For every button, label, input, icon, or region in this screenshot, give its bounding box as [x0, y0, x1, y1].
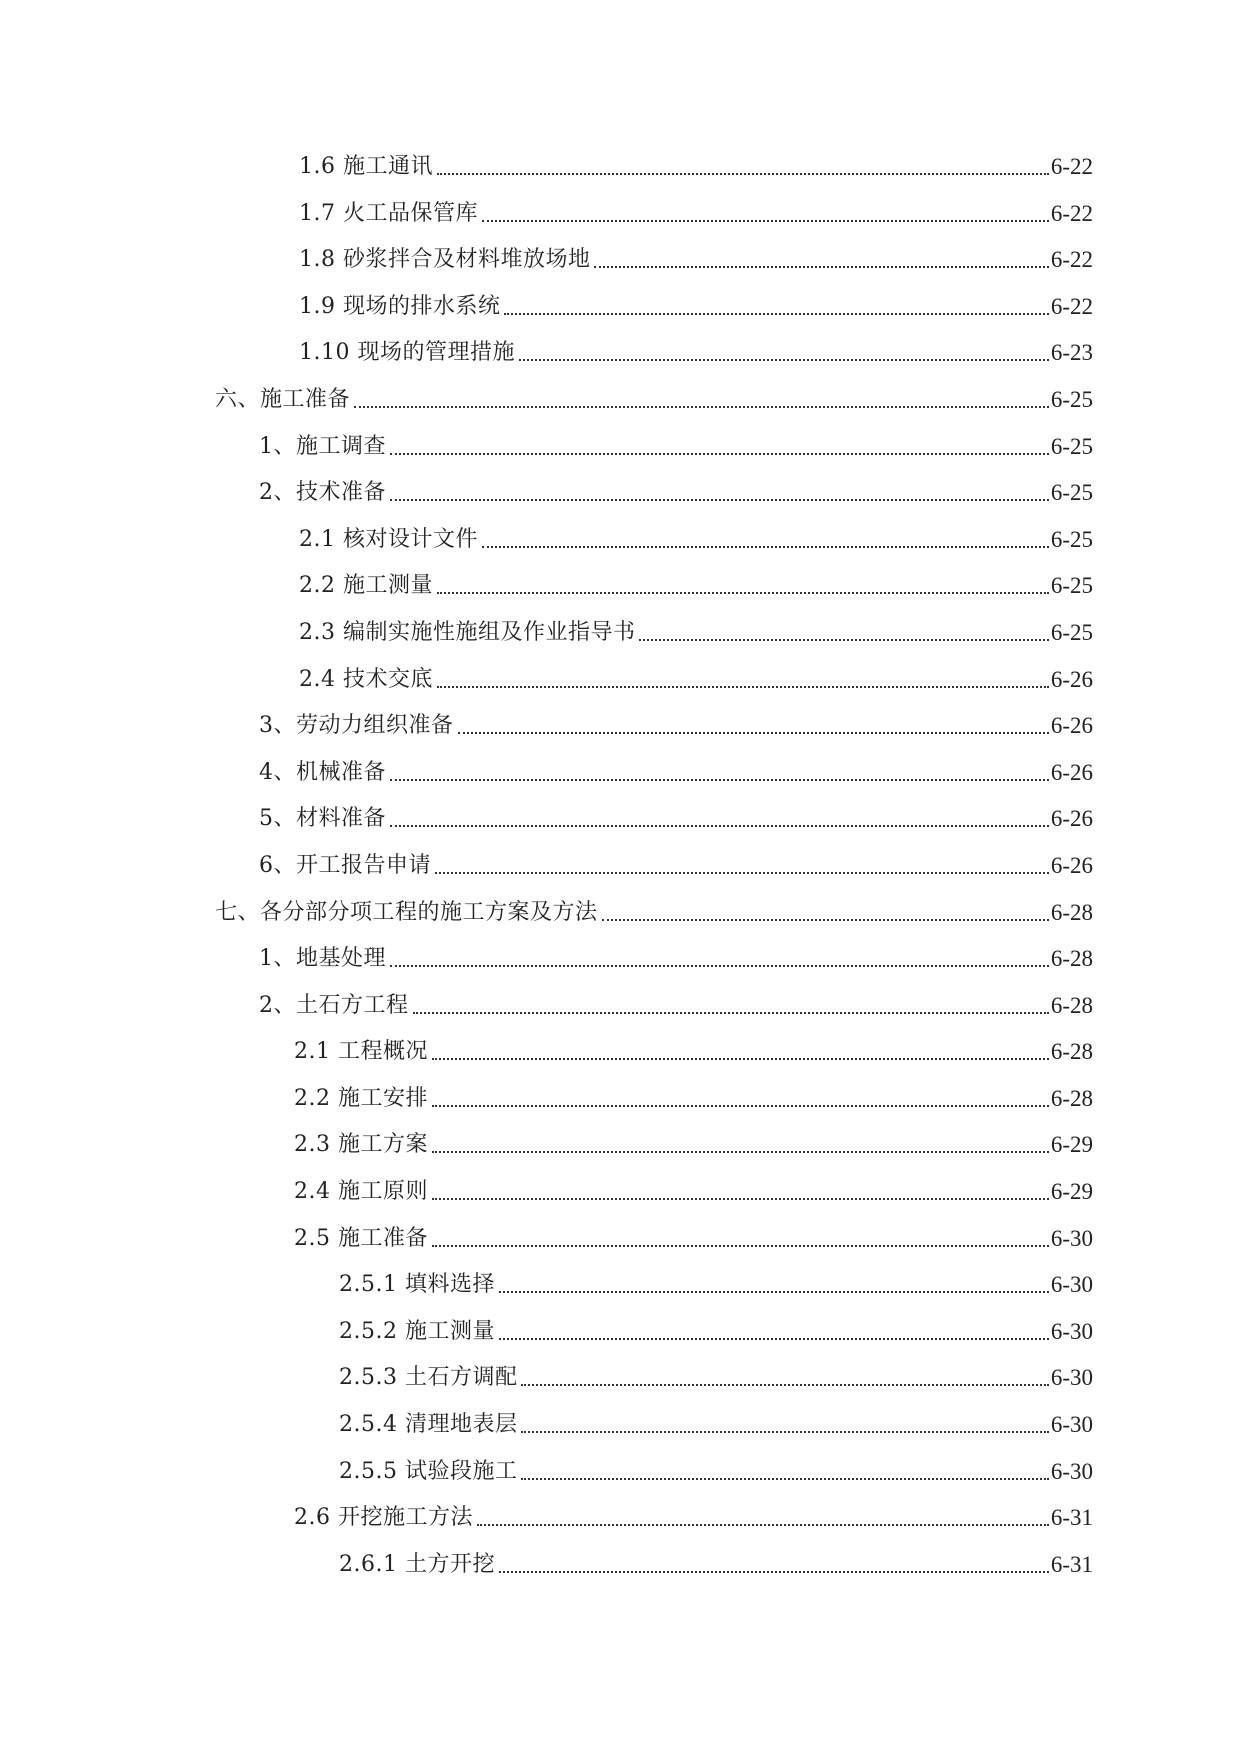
toc-dot-leader: [413, 991, 1049, 1021]
toc-entry-page-number: 6-26: [1050, 806, 1093, 832]
toc-dot-leader: [477, 1503, 1049, 1533]
toc-entry-page-number: 6-25: [1050, 573, 1093, 599]
toc-entry-title: 2.6 开挖施工方法: [294, 1505, 473, 1531]
toc-entry-title: 1、施工调查: [259, 433, 386, 459]
toc-entry-title: 1、地基处理: [259, 946, 386, 972]
toc-entry-page-number: 6-25: [1050, 619, 1093, 645]
toc-dot-leader: [482, 525, 1049, 555]
toc-dot-leader: [519, 338, 1049, 368]
toc-entry-title: 2、土石方工程: [259, 992, 409, 1018]
toc-dot-leader: [432, 1224, 1049, 1254]
toc-entry[interactable]: [0, 1224, 1241, 1271]
table-of-contents: [0, 152, 1241, 1596]
toc-dot-leader: [432, 1130, 1049, 1160]
toc-entry-page-number: 6-30: [1050, 1225, 1093, 1251]
toc-entry-page-number: 6-26: [1050, 759, 1093, 785]
toc-entry-page-number: 6-29: [1050, 1132, 1093, 1158]
toc-dot-leader: [390, 804, 1049, 834]
toc-dot-leader: [521, 1410, 1048, 1440]
toc-entry-page-number: 6-26: [1050, 852, 1093, 878]
toc-dot-leader: [521, 1457, 1048, 1487]
toc-entry[interactable]: [0, 1037, 1241, 1084]
toc-entry[interactable]: [0, 292, 1241, 339]
toc-dot-leader: [390, 432, 1049, 462]
toc-entry[interactable]: [0, 851, 1241, 898]
toc-entry-page-number: 6-29: [1050, 1179, 1093, 1205]
toc-entry-page-number: 6-25: [1050, 526, 1093, 552]
toc-dot-leader: [504, 292, 1048, 322]
toc-entry-title: 1.7 火工品保管库: [299, 200, 478, 226]
toc-entry-title: 1.6 施工通讯: [299, 154, 433, 179]
toc-entry-page-number: 6-22: [1050, 293, 1093, 319]
toc-dot-leader: [435, 851, 1049, 881]
toc-entry-title: 2.6.1 土方开挖: [339, 1551, 495, 1577]
toc-dot-leader: [437, 571, 1049, 601]
toc-entry[interactable]: [0, 245, 1241, 292]
toc-entry-page-number: 6-22: [1050, 200, 1093, 226]
toc-dot-leader: [594, 245, 1048, 275]
toc-dot-leader: [390, 478, 1049, 508]
toc-entry-title: 6、开工报告申请: [259, 852, 431, 878]
toc-entry-page-number: 6-30: [1050, 1365, 1093, 1391]
toc-entry-title: 2.3 施工方案: [294, 1132, 428, 1158]
toc-entry-title: 2.1 工程概况: [294, 1039, 428, 1065]
toc-dot-leader: [639, 618, 1048, 648]
toc-entry[interactable]: [0, 758, 1241, 805]
toc-entry-title: 2.5.2 施工测量: [339, 1318, 495, 1344]
toc-entry-title: 2.5.5 试验段施工: [339, 1458, 518, 1484]
toc-entry-page-number: 6-26: [1050, 666, 1093, 692]
toc-entry-page-number: 6-28: [1050, 946, 1093, 972]
toc-entry-title: 六、施工准备: [215, 386, 351, 412]
toc-entry-page-number: 6-31: [1050, 1551, 1093, 1577]
toc-entry[interactable]: [0, 478, 1241, 525]
toc-dot-leader: [432, 1177, 1049, 1207]
toc-entry-title: 2.5 施工准备: [294, 1225, 428, 1251]
toc-entry[interactable]: [0, 944, 1241, 991]
toc-dot-leader: [432, 1084, 1049, 1114]
toc-entry-page-number: 6-28: [1050, 992, 1093, 1018]
toc-entry-title: 2.4 施工原则: [294, 1179, 428, 1205]
toc-entry[interactable]: [0, 1457, 1241, 1504]
toc-entry-page-number: 6-30: [1050, 1458, 1093, 1484]
toc-entry[interactable]: [0, 711, 1241, 758]
toc-entry-page-number: 6-22: [1050, 154, 1093, 179]
toc-dot-leader: [437, 152, 1049, 182]
toc-dot-leader: [499, 1270, 1049, 1300]
toc-entry[interactable]: [0, 525, 1241, 572]
toc-dot-leader: [482, 199, 1049, 229]
toc-dot-leader: [499, 1317, 1049, 1347]
toc-entry-page-number: 6-25: [1050, 433, 1093, 459]
toc-entry[interactable]: [0, 152, 1241, 199]
toc-entry-page-number: 6-28: [1050, 899, 1093, 925]
toc-entry[interactable]: [0, 1177, 1241, 1224]
toc-entry[interactable]: [0, 618, 1241, 665]
toc-entry[interactable]: [0, 1410, 1241, 1457]
toc-entry[interactable]: [0, 199, 1241, 246]
toc-entry-title: 2.5.4 清理地表层: [339, 1412, 518, 1438]
toc-dot-leader: [458, 711, 1049, 741]
toc-entry-title: 2.3 编制实施性施组及作业指导书: [299, 619, 636, 645]
toc-entry[interactable]: [0, 1317, 1241, 1364]
toc-entry-page-number: 6-28: [1050, 1039, 1093, 1065]
toc-entry-page-number: 6-25: [1050, 386, 1093, 412]
toc-entry-title: 3、劳动力组织准备: [259, 713, 454, 739]
toc-dot-leader: [437, 665, 1049, 695]
toc-entry-title: 2.5.3 土石方调配: [339, 1365, 518, 1391]
toc-dot-leader: [499, 1550, 1049, 1580]
toc-entry[interactable]: [0, 1363, 1241, 1410]
toc-entry-page-number: 6-30: [1050, 1272, 1093, 1298]
toc-entry-title: 1.10 现场的管理措施: [299, 340, 515, 366]
toc-entry-title: 2、技术准备: [259, 480, 386, 506]
toc-entry[interactable]: [0, 898, 1241, 945]
toc-dot-leader: [521, 1363, 1048, 1393]
toc-entry[interactable]: [0, 1084, 1241, 1131]
toc-entry-title: 2.5.1 填料选择: [339, 1272, 495, 1298]
toc-entry-page-number: 6-22: [1050, 247, 1093, 273]
toc-entry[interactable]: [0, 1503, 1241, 1550]
toc-entry-page-number: 6-30: [1050, 1412, 1093, 1438]
toc-entry-title: 2.4 技术交底: [299, 666, 433, 692]
toc-entry-title: 1.9 现场的排水系统: [299, 293, 501, 319]
toc-entry-title: 2.1 核对设计文件: [299, 526, 478, 552]
toc-dot-leader: [602, 898, 1049, 928]
toc-entry[interactable]: [0, 804, 1241, 851]
toc-dot-leader: [390, 944, 1049, 974]
toc-entry[interactable]: [0, 338, 1241, 385]
toc-entry[interactable]: [0, 1550, 1241, 1597]
toc-entry[interactable]: [0, 665, 1241, 712]
toc-entry-title: 2.2 施工安排: [294, 1085, 428, 1111]
toc-entry[interactable]: [0, 1270, 1241, 1317]
toc-entry[interactable]: [0, 432, 1241, 479]
toc-dot-leader: [390, 758, 1049, 788]
toc-entry-page-number: 6-23: [1050, 340, 1093, 366]
toc-entry-title: 1.8 砂浆拌合及材料堆放场地: [299, 247, 591, 273]
toc-entry-title: 七、各分部分项工程的施工方案及方法: [215, 899, 598, 925]
toc-entry[interactable]: [0, 571, 1241, 618]
toc-entry-title: 4、机械准备: [259, 759, 386, 785]
toc-entry[interactable]: [0, 1130, 1241, 1177]
toc-entry-page-number: 6-26: [1050, 713, 1093, 739]
toc-entry-page-number: 6-25: [1050, 480, 1093, 506]
toc-entry[interactable]: [0, 385, 1241, 432]
toc-entry-page-number: 6-30: [1050, 1318, 1093, 1344]
toc-entry-title: 2.2 施工测量: [299, 573, 433, 599]
toc-dot-leader: [354, 385, 1049, 415]
toc-entry-page-number: 6-28: [1050, 1085, 1093, 1111]
toc-entry[interactable]: [0, 991, 1241, 1038]
toc-dot-leader: [432, 1037, 1049, 1067]
toc-entry-title: 5、材料准备: [259, 806, 386, 832]
toc-entry-page-number: 6-31: [1050, 1505, 1093, 1531]
